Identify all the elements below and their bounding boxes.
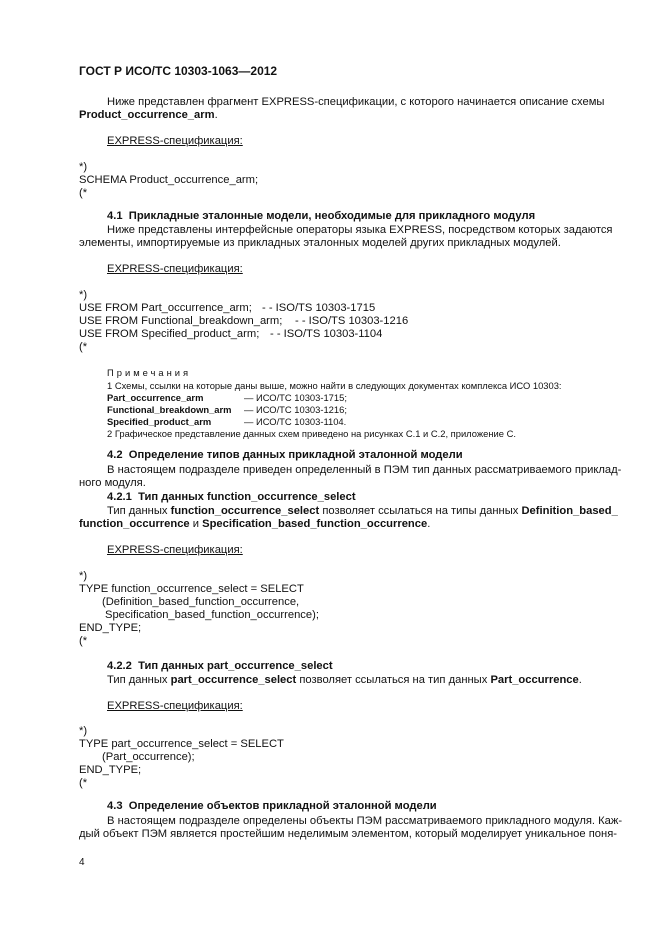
- note-ref-3-doc: — ИСО/ТС 10303-1104.: [244, 416, 347, 427]
- express-label-2: EXPRESS-спецификация:: [107, 263, 243, 275]
- section-4-2-heading: [107, 448, 463, 462]
- note-ref-2-name: Functional_breakdown_arm: [107, 404, 232, 415]
- express-label-1: EXPRESS-спецификация:: [107, 135, 243, 147]
- code3-item-2: Specification_based_function_occurrence);: [105, 609, 319, 621]
- express-label-3: EXPRESS-спецификация:: [107, 544, 243, 556]
- code3-end: END_TYPE;: [79, 622, 142, 634]
- section-4-3-heading: [107, 799, 437, 813]
- section-4-2-2-heading: [107, 659, 333, 673]
- code4-end: END_TYPE;: [79, 764, 142, 776]
- note-1: 1 Схемы, ссылки на которые даны выше, можно найти в следующих документах комплекса ИСО 10303:: [107, 380, 562, 391]
- section-4-2-1-line-1: [107, 504, 618, 518]
- type-name: Definition_based_: [521, 505, 618, 517]
- code1-schema: SCHEMA Product_occurrence_arm;: [79, 174, 259, 186]
- section-4-3-num: 4.3: [107, 800, 123, 812]
- code2-use-3-stmt: USE FROM Specified_product_arm;: [79, 328, 260, 340]
- code2-use-1-stmt: USE FROM Part_occurrence_arm;: [79, 302, 252, 314]
- code4-type: TYPE part_occurrence_select = SELECT: [79, 738, 284, 750]
- code2-use-2-comment: - - ISO/TS 10303-1216: [295, 315, 409, 327]
- text-run: .: [427, 518, 431, 530]
- section-4-3-line-2: дый объект ПЭМ является простейшим неделимым элементом, который моделирует уникальное поня-: [79, 828, 617, 840]
- text-run: позволяет ссылаться на тип данных: [296, 674, 491, 686]
- section-4-2-title: Определение типов данных прикладной эталонной модели: [128, 449, 463, 461]
- code4-item: (Part_occurrence);: [102, 751, 195, 763]
- code3-close: (*: [79, 635, 88, 647]
- section-4-2-1-num: 4.2.1: [107, 491, 132, 503]
- section-4-2-1-heading: [107, 490, 356, 504]
- text-run: позволяет ссылаться на типы данных: [319, 505, 522, 517]
- note-ref-3-name: Specified_product_arm: [107, 416, 212, 427]
- code2-open: *): [79, 289, 88, 301]
- type-name: function_occurrence_select: [170, 505, 320, 517]
- section-4-1-heading: [107, 209, 535, 223]
- section-4-3-line-1: В настоящем подразделе определены объекты ПЭМ рассматриваемого прикладного модуля. Каж-: [107, 815, 623, 827]
- document-header: ГОСТ Р ИСО/ТС 10303-1063—2012: [79, 64, 278, 78]
- text-run: Тип данных: [107, 505, 171, 517]
- code3-item-1: (Definition_based_function_occurrence,: [102, 596, 300, 608]
- section-4-1-title: Прикладные эталонные модели, необходимые для прикладного модуля: [128, 210, 536, 222]
- section-4-3-title: Определение объектов прикладной эталонной модели: [128, 800, 437, 812]
- section-4-2-1-title: Тип данных function_occurrence_select: [138, 491, 356, 503]
- section-4-2-1-line-2: [79, 517, 430, 531]
- note-ref-1-name: Part_occurrence_arm: [107, 392, 204, 403]
- note-ref-1-doc: — ИСО/ТС 10303-1715;: [244, 392, 347, 403]
- type-name: part_occurrence_select: [170, 674, 297, 686]
- type-name: Part_occurrence: [490, 674, 579, 686]
- section-4-2-num: 4.2: [107, 449, 123, 461]
- section-4-1-line-2: элементы, импортируемые из прикладных эталонных моделей других прикладных модулей.: [79, 237, 561, 249]
- section-4-2-line-2: ного модуля.: [79, 477, 146, 489]
- note-ref-2-doc: — ИСО/ТС 10303-1216;: [244, 404, 347, 415]
- section-4-2-line-1: В настоящем подразделе приведен определенный в ПЭМ тип данных рассматриваемого приклад-: [107, 464, 622, 476]
- schema-name-end: .: [214, 109, 218, 121]
- code3-open: *): [79, 570, 88, 582]
- intro-line-2: [79, 108, 218, 122]
- section-4-2-2-title: Тип данных part_occurrence_select: [138, 660, 333, 672]
- code1-open: *): [79, 161, 88, 173]
- schema-name: Product_occurrence_arm: [79, 109, 215, 121]
- section-4-2-2-line-1: [107, 673, 582, 687]
- code1-close: (*: [79, 187, 88, 199]
- text-run: Тип данных: [107, 674, 171, 686]
- section-4-2-2-num: 4.2.2: [107, 660, 132, 672]
- type-name: function_occurrence: [79, 518, 190, 530]
- section-4-1-line-1: Ниже представлены интерфейсные операторы языка EXPRESS, посредством которых задаются: [107, 224, 613, 236]
- notes-title: Примечания: [107, 367, 192, 378]
- code2-use-1-comment: - - ISO/TS 10303-1715: [262, 302, 376, 314]
- text-run: .: [578, 674, 582, 686]
- text-run: и: [189, 518, 203, 530]
- type-name: Specification_based_function_occurrence: [202, 518, 428, 530]
- code2-use-3-comment: - - ISO/TS 10303-1104: [270, 328, 383, 340]
- page-number: 4: [79, 857, 85, 868]
- code4-close: (*: [79, 777, 88, 789]
- section-4-1-num: 4.1: [107, 210, 123, 222]
- code2-use-1: [79, 301, 252, 315]
- code4-open: *): [79, 725, 88, 737]
- code2-use-2-stmt: USE FROM Functional_breakdown_arm;: [79, 315, 283, 327]
- express-label-4: EXPRESS-спецификация:: [107, 700, 243, 712]
- code2-close: (*: [79, 341, 88, 353]
- intro-line-1: Ниже представлен фрагмент EXPRESS-спецификации, с которого начинается описание схемы: [107, 96, 605, 108]
- note-2: 2 Графическое представление данных схем приведено на рисунках C.1 и C.2, приложение C.: [107, 428, 516, 439]
- code3-type: TYPE function_occurrence_select = SELECT: [79, 583, 304, 595]
